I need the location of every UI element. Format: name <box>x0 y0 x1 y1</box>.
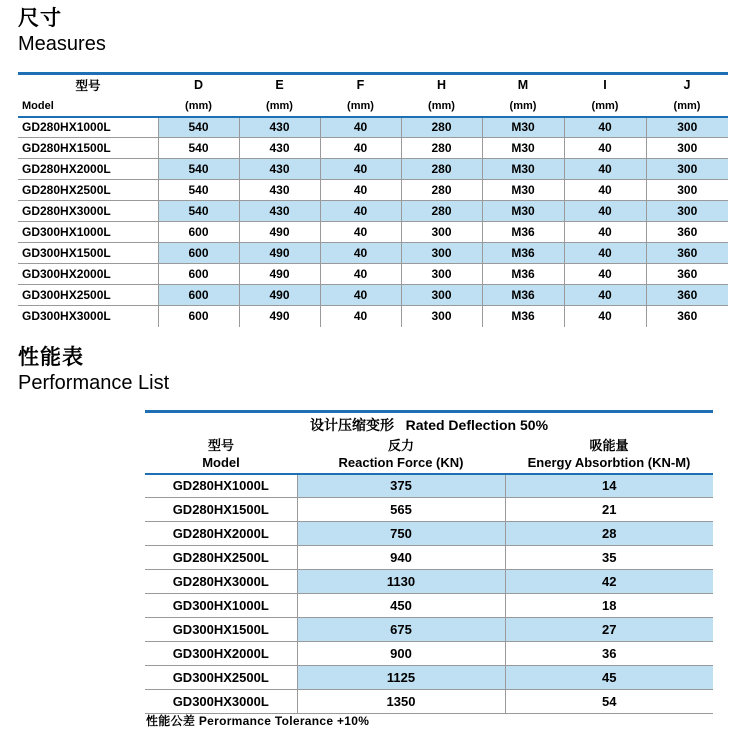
measures-unit-f: (mm) <box>320 96 401 117</box>
performance-col-header-force-en: Reaction Force (KN) <box>338 455 464 470</box>
measures-unit-h: (mm) <box>401 96 482 117</box>
table-row <box>18 201 728 222</box>
measures-cell-h: 280 <box>401 180 482 201</box>
measures-cell-j: 360 <box>646 243 728 264</box>
table-row <box>18 222 728 243</box>
performance-heading-en: Performance List <box>18 372 170 394</box>
performance-cell-force: 1125 <box>297 666 505 690</box>
measures-cell-e: 490 <box>239 243 320 264</box>
measures-cell-m: M30 <box>482 201 564 222</box>
measures-cell-model: GD280HX2500L <box>18 180 158 201</box>
performance-cell-model: GD280HX1500L <box>145 498 297 522</box>
performance-header-row <box>145 436 713 474</box>
performance-heading-cn: 性能表 <box>18 346 84 369</box>
performance-cell-energy: 54 <box>505 690 713 714</box>
measures-cell-model: GD280HX3000L <box>18 201 158 222</box>
measures-cell-e: 430 <box>239 180 320 201</box>
performance-cell-energy: 36 <box>505 642 713 666</box>
table-row <box>145 498 713 522</box>
table-row <box>18 264 728 285</box>
measures-cell-j: 300 <box>646 180 728 201</box>
measures-table-head <box>18 74 728 117</box>
measures-cell-h: 300 <box>401 264 482 285</box>
performance-cell-force: 1350 <box>297 690 505 714</box>
performance-cell-energy: 35 <box>505 546 713 570</box>
measures-heading-en: Measures <box>18 33 106 55</box>
measures-cell-e: 430 <box>239 201 320 222</box>
performance-cell-model: GD300HX1500L <box>145 618 297 642</box>
measures-cell-i: 40 <box>564 159 646 180</box>
performance-cell-model: GD300HX3000L <box>145 690 297 714</box>
measures-cell-i: 40 <box>564 306 646 327</box>
measures-cell-h: 300 <box>401 285 482 306</box>
performance-cell-force: 565 <box>297 498 505 522</box>
performance-cell-energy: 18 <box>505 594 713 618</box>
performance-band-title <box>145 412 713 436</box>
performance-cell-model: GD280HX2000L <box>145 522 297 546</box>
table-row <box>18 117 728 138</box>
table-row <box>18 180 728 201</box>
performance-col-header-model <box>145 436 297 474</box>
measures-cell-f: 40 <box>320 264 401 285</box>
measures-unit-model: Model <box>18 96 158 117</box>
measures-cell-e: 430 <box>239 159 320 180</box>
table-row <box>145 594 713 618</box>
performance-cell-force: 750 <box>297 522 505 546</box>
measures-cell-e: 490 <box>239 264 320 285</box>
measures-cell-e: 490 <box>239 306 320 327</box>
table-row <box>145 666 713 690</box>
performance-col-header-force <box>297 436 505 474</box>
measures-cell-j: 300 <box>646 117 728 138</box>
table-row <box>145 546 713 570</box>
measures-cell-e: 490 <box>239 285 320 306</box>
performance-table-body <box>145 474 713 714</box>
performance-cell-force: 675 <box>297 618 505 642</box>
measures-col-header-i: I <box>564 74 646 96</box>
table-row <box>18 306 728 327</box>
measures-cell-m: M30 <box>482 180 564 201</box>
measures-cell-h: 280 <box>401 159 482 180</box>
performance-table <box>145 410 713 714</box>
measures-cell-f: 40 <box>320 117 401 138</box>
measures-cell-d: 540 <box>158 138 239 159</box>
measures-unit-row <box>18 96 728 117</box>
measures-cell-i: 40 <box>564 285 646 306</box>
measures-col-header-h: H <box>401 74 482 96</box>
measures-cell-h: 280 <box>401 117 482 138</box>
measures-col-header-e: E <box>239 74 320 96</box>
measures-cell-model: GD300HX2000L <box>18 264 158 285</box>
measures-cell-f: 40 <box>320 138 401 159</box>
measures-cell-d: 600 <box>158 222 239 243</box>
performance-cell-energy: 27 <box>505 618 713 642</box>
measures-cell-model: GD300HX3000L <box>18 306 158 327</box>
measures-table <box>18 72 728 327</box>
performance-band-en: Rated Deflection 50% <box>405 417 549 434</box>
measures-cell-f: 40 <box>320 285 401 306</box>
measures-cell-j: 360 <box>646 264 728 285</box>
measures-header-row <box>18 74 728 96</box>
table-row <box>145 642 713 666</box>
performance-cell-model: GD280HX2500L <box>145 546 297 570</box>
measures-col-header-j: J <box>646 74 728 96</box>
performance-cell-energy: 28 <box>505 522 713 546</box>
measures-col-header-m: M <box>482 74 564 96</box>
measures-cell-h: 300 <box>401 243 482 264</box>
performance-cell-force: 900 <box>297 642 505 666</box>
table-row <box>18 159 728 180</box>
measures-cell-m: M30 <box>482 159 564 180</box>
measures-cell-j: 300 <box>646 159 728 180</box>
performance-section-heading <box>18 345 169 396</box>
measures-cell-model: GD300HX1500L <box>18 243 158 264</box>
performance-table-head <box>145 412 713 474</box>
measures-cell-j: 300 <box>646 138 728 159</box>
measures-cell-model: GD300HX2500L <box>18 285 158 306</box>
tolerance-note: 性能公差 Perormance Tolerance +10% <box>146 714 370 728</box>
measures-cell-i: 40 <box>564 222 646 243</box>
table-row <box>145 522 713 546</box>
measures-cell-d: 600 <box>158 243 239 264</box>
measures-cell-d: 600 <box>158 306 239 327</box>
measures-cell-d: 540 <box>158 117 239 138</box>
measures-cell-d: 600 <box>158 285 239 306</box>
performance-cell-energy: 45 <box>505 666 713 690</box>
performance-col-header-energy-en: Energy Absorbtion (KN-M) <box>527 455 691 470</box>
measures-cell-i: 40 <box>564 180 646 201</box>
performance-cell-model: GD300HX2500L <box>145 666 297 690</box>
measures-cell-e: 430 <box>239 138 320 159</box>
performance-cell-model: GD280HX1000L <box>145 474 297 498</box>
measures-cell-f: 40 <box>320 222 401 243</box>
performance-col-header-model-en: Model <box>202 455 240 470</box>
measures-cell-j: 300 <box>646 201 728 222</box>
performance-cell-energy: 42 <box>505 570 713 594</box>
performance-col-header-energy-cn: 吸能量 <box>589 438 629 453</box>
measures-cell-m: M36 <box>482 264 564 285</box>
measures-cell-d: 540 <box>158 201 239 222</box>
table-row <box>18 243 728 264</box>
measures-cell-h: 300 <box>401 222 482 243</box>
measures-cell-m: M36 <box>482 222 564 243</box>
performance-cell-model: GD300HX1000L <box>145 594 297 618</box>
performance-band-cn: 设计压缩变形 <box>309 417 394 434</box>
measures-col-header-f: F <box>320 74 401 96</box>
measures-cell-f: 40 <box>320 180 401 201</box>
performance-cell-model: GD280HX3000L <box>145 570 297 594</box>
table-row <box>145 474 713 498</box>
measures-cell-i: 40 <box>564 201 646 222</box>
performance-col-header-model-cn: 型号 <box>207 438 234 453</box>
measures-unit-e: (mm) <box>239 96 320 117</box>
measures-cell-d: 540 <box>158 159 239 180</box>
measures-cell-m: M36 <box>482 306 564 327</box>
measures-cell-e: 430 <box>239 117 320 138</box>
performance-cell-energy: 14 <box>505 474 713 498</box>
table-row <box>145 618 713 642</box>
measures-cell-h: 280 <box>401 138 482 159</box>
table-row <box>18 285 728 306</box>
measures-cell-m: M30 <box>482 117 564 138</box>
measures-cell-model: GD300HX1000L <box>18 222 158 243</box>
measures-unit-j: (mm) <box>646 96 728 117</box>
measures-cell-model: GD280HX1500L <box>18 138 158 159</box>
measures-cell-i: 40 <box>564 264 646 285</box>
measures-table-body <box>18 117 728 327</box>
performance-cell-force: 1130 <box>297 570 505 594</box>
measures-cell-j: 360 <box>646 306 728 327</box>
performance-col-header-force-cn: 反力 <box>387 438 414 453</box>
measures-cell-i: 40 <box>564 138 646 159</box>
measures-cell-h: 300 <box>401 306 482 327</box>
performance-cell-energy: 21 <box>505 498 713 522</box>
measures-cell-m: M36 <box>482 285 564 306</box>
measures-cell-h: 280 <box>401 201 482 222</box>
measures-cell-f: 40 <box>320 306 401 327</box>
measures-cell-d: 540 <box>158 180 239 201</box>
measures-cell-i: 40 <box>564 243 646 264</box>
performance-col-header-energy <box>505 436 713 474</box>
measures-cell-model: GD280HX2000L <box>18 159 158 180</box>
performance-cell-force: 450 <box>297 594 505 618</box>
measures-cell-m: M30 <box>482 138 564 159</box>
performance-cell-force: 375 <box>297 474 505 498</box>
measures-cell-e: 490 <box>239 222 320 243</box>
measures-section-heading <box>18 6 106 57</box>
table-row <box>145 570 713 594</box>
table-row <box>145 690 713 714</box>
measures-cell-j: 360 <box>646 222 728 243</box>
performance-cell-force: 940 <box>297 546 505 570</box>
table-row <box>18 138 728 159</box>
performance-band-row <box>145 412 713 436</box>
measures-cell-d: 600 <box>158 264 239 285</box>
measures-cell-f: 40 <box>320 201 401 222</box>
measures-cell-f: 40 <box>320 159 401 180</box>
measures-cell-f: 40 <box>320 243 401 264</box>
measures-cell-m: M36 <box>482 243 564 264</box>
performance-cell-model: GD300HX2000L <box>145 642 297 666</box>
measures-cell-j: 360 <box>646 285 728 306</box>
measures-unit-m: (mm) <box>482 96 564 117</box>
measures-col-header-model: 型号 <box>18 74 158 96</box>
measures-col-header-d: D <box>158 74 239 96</box>
measures-cell-i: 40 <box>564 117 646 138</box>
measures-heading-cn: 尺寸 <box>18 7 62 30</box>
measures-unit-d: (mm) <box>158 96 239 117</box>
measures-cell-model: GD280HX1000L <box>18 117 158 138</box>
measures-unit-i: (mm) <box>564 96 646 117</box>
